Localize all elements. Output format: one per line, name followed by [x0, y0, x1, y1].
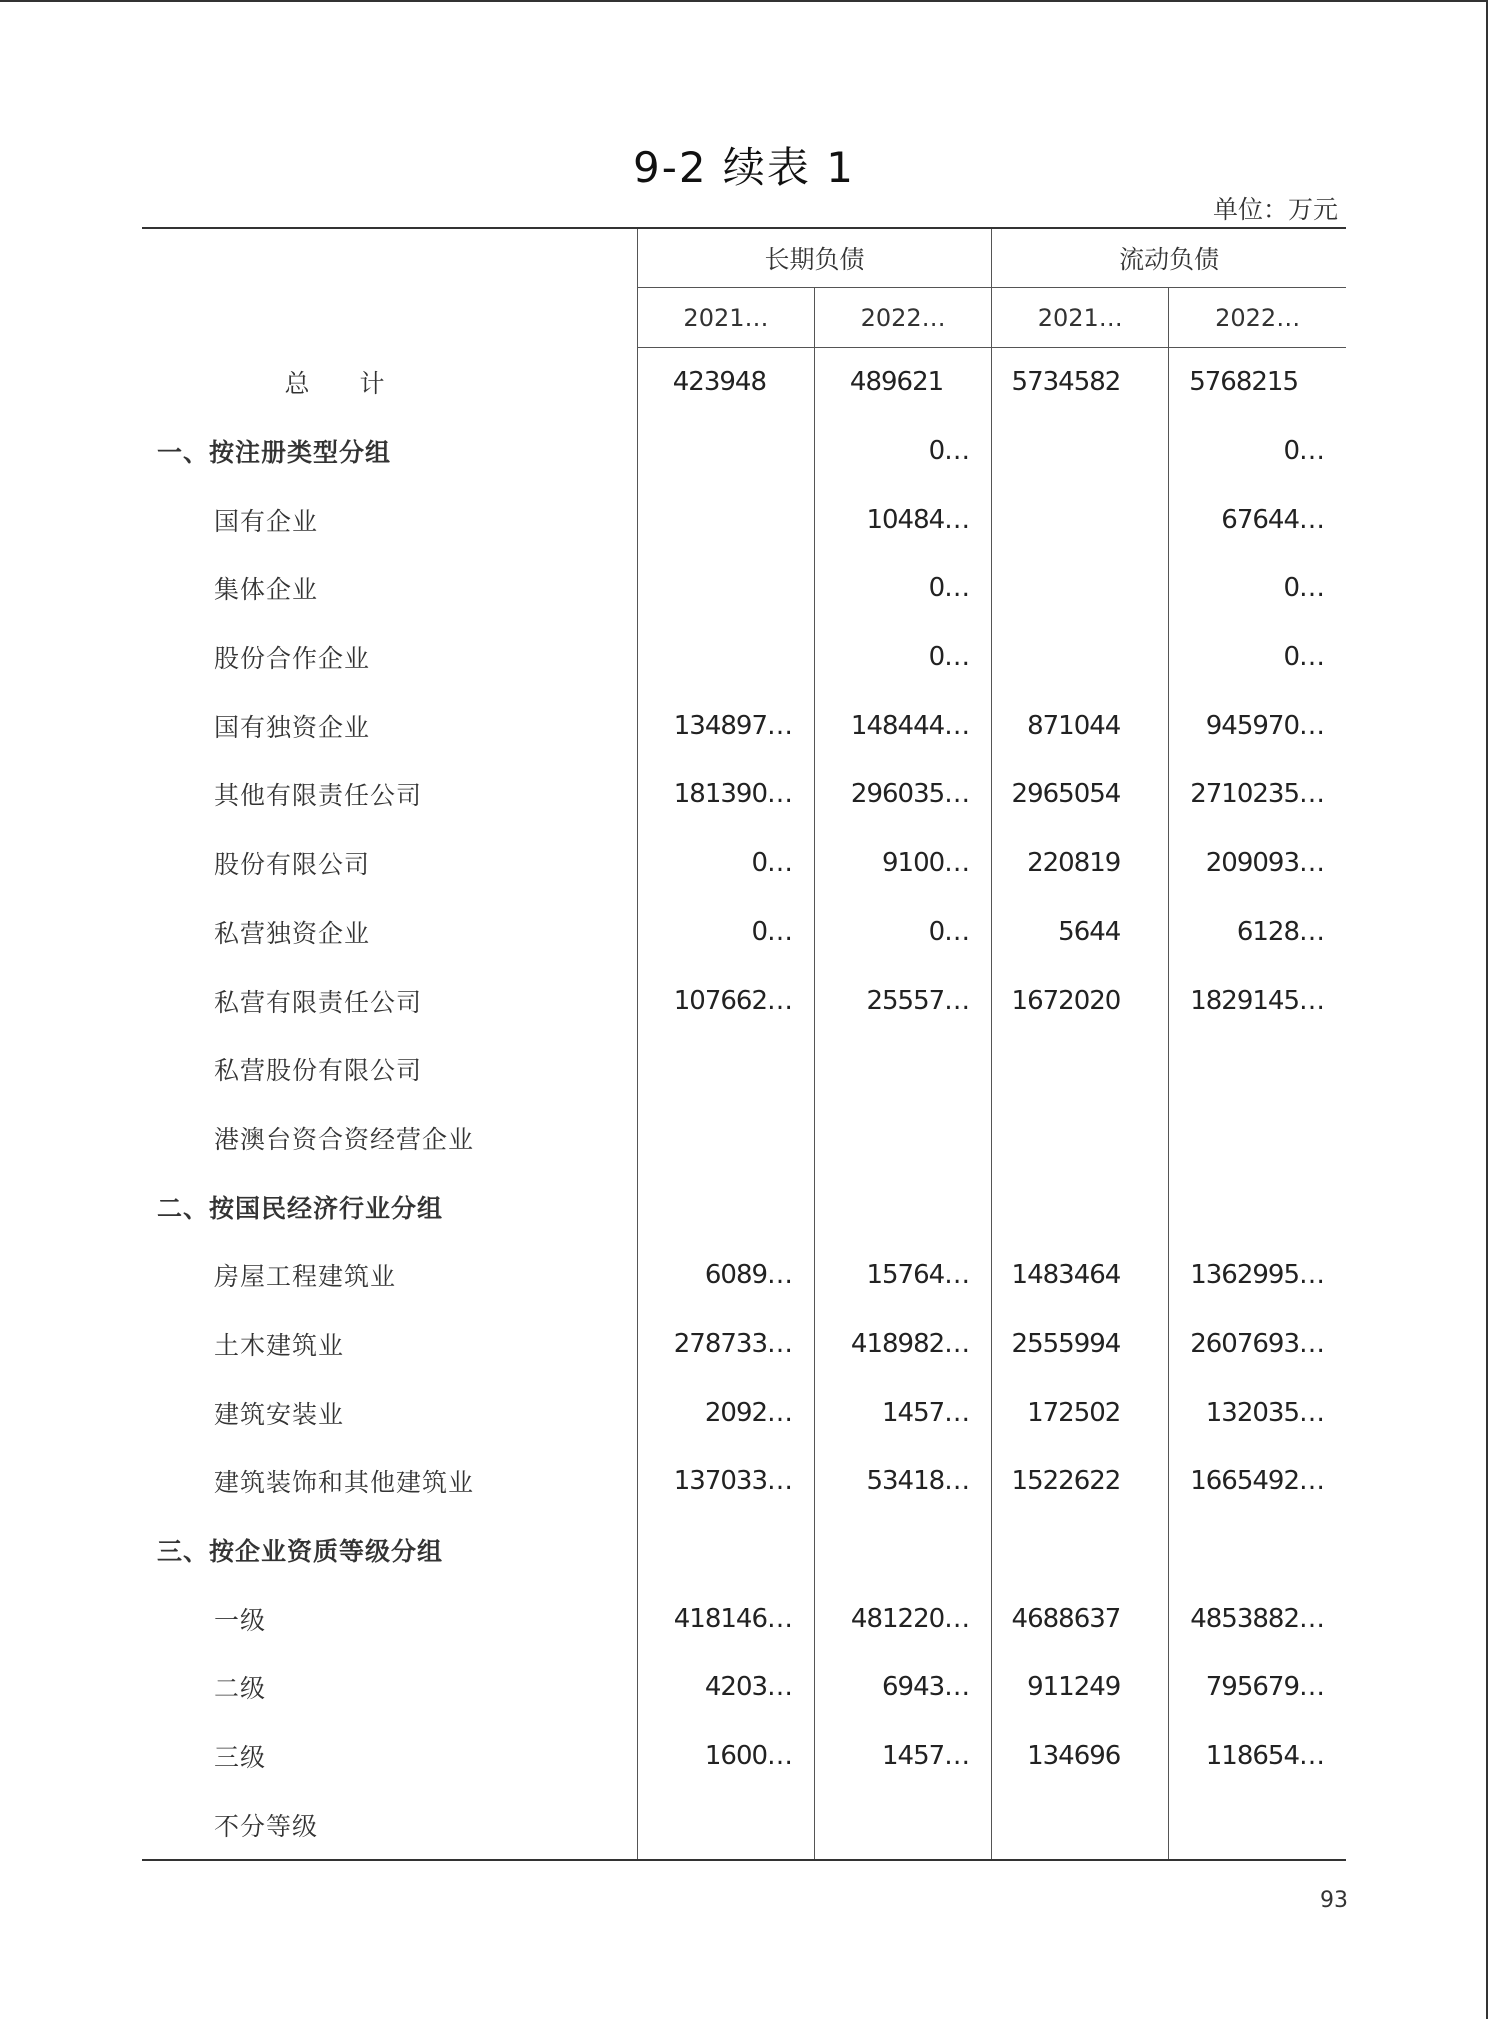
value-cell: 4203…	[637, 1653, 814, 1722]
data-table	[142, 227, 1346, 1861]
row-label: 私营有限责任公司	[214, 987, 423, 1017]
value-cell: 148444…	[815, 691, 992, 760]
section-heading: 一、按注册类型分组	[157, 438, 392, 468]
row-label: 港澳台资合资经营企业	[214, 1124, 475, 1154]
row-label: 股份有限公司	[214, 850, 371, 880]
table-row	[142, 760, 1346, 829]
value-cell: 118654…	[1169, 1722, 1346, 1791]
table-title: 9-2 续表 1	[632, 143, 856, 192]
value-cell: 911249	[992, 1653, 1169, 1722]
value-cell	[815, 1035, 992, 1104]
header-year: 2021…	[992, 288, 1169, 348]
section-heading: 二、按国民经济行业分组	[157, 1193, 444, 1223]
value-cell: 1600…	[637, 1722, 814, 1791]
row-label: 一级	[214, 1605, 267, 1635]
table-row	[142, 1172, 1346, 1241]
value-cell: 0…	[1169, 554, 1346, 623]
value-cell	[992, 1035, 1169, 1104]
value-cell	[992, 1516, 1169, 1585]
table-row	[142, 1104, 1346, 1173]
table-row	[142, 417, 1346, 486]
value-cell	[992, 485, 1169, 554]
value-cell: 945970…	[1169, 691, 1346, 760]
value-cell	[1169, 1035, 1346, 1104]
table-row	[142, 1241, 1346, 1310]
value-cell: 5644	[992, 898, 1169, 967]
value-cell: 418146…	[637, 1584, 814, 1653]
value-cell: 134897…	[637, 691, 814, 760]
header-year: 2022…	[815, 288, 992, 348]
value-cell: 1522622	[992, 1447, 1169, 1516]
value-cell	[637, 485, 814, 554]
table-row	[142, 1378, 1346, 1447]
table-row	[142, 554, 1346, 623]
page-top-border	[0, 0, 1488, 2]
row-label: 三级	[214, 1743, 267, 1773]
table-row	[142, 623, 1346, 692]
value-cell: 15764…	[815, 1241, 992, 1310]
value-cell: 0…	[637, 829, 814, 898]
value-cell	[1169, 1104, 1346, 1173]
header-year: 2022…	[1169, 288, 1346, 348]
header-blank-cell	[142, 228, 637, 348]
value-cell: 481220…	[815, 1584, 992, 1653]
header-current-liabilities: 流动负债	[992, 228, 1346, 288]
value-cell: 9100…	[815, 829, 992, 898]
value-cell: 2092…	[637, 1378, 814, 1447]
value-cell	[637, 1172, 814, 1241]
value-cell: 181390…	[637, 760, 814, 829]
value-cell: 1483464	[992, 1241, 1169, 1310]
value-cell	[992, 1790, 1169, 1860]
row-label: 国有企业	[214, 506, 319, 536]
value-cell	[992, 1172, 1169, 1241]
value-cell: 489621	[815, 348, 992, 417]
value-cell: 0…	[815, 554, 992, 623]
header-row-groups	[142, 228, 1346, 288]
table-row	[142, 691, 1346, 760]
row-label: 私营独资企业	[214, 918, 371, 948]
row-label: 集体企业	[214, 575, 319, 605]
value-cell: 0…	[815, 417, 992, 486]
value-cell	[637, 1035, 814, 1104]
value-cell: 25557…	[815, 966, 992, 1035]
value-cell	[637, 1790, 814, 1860]
value-cell: 1829145…	[1169, 966, 1346, 1035]
value-cell: 137033…	[637, 1447, 814, 1516]
value-cell	[815, 1516, 992, 1585]
value-cell: 107662…	[637, 966, 814, 1035]
value-cell: 1665492…	[1169, 1447, 1346, 1516]
table-body	[142, 348, 1346, 1861]
row-label: 其他有限责任公司	[214, 781, 423, 811]
value-cell: 132035…	[1169, 1378, 1346, 1447]
value-cell	[992, 623, 1169, 692]
value-cell: 2710235…	[1169, 760, 1346, 829]
value-cell: 209093…	[1169, 829, 1346, 898]
header-year: 2021…	[637, 288, 814, 348]
value-cell: 423948	[637, 348, 814, 417]
row-label: 建筑装饰和其他建筑业	[214, 1468, 475, 1498]
value-cell: 1362995…	[1169, 1241, 1346, 1310]
row-label: 国有独资企业	[214, 712, 371, 742]
table-row	[142, 348, 1346, 417]
table-row	[142, 898, 1346, 967]
value-cell: 0…	[815, 623, 992, 692]
value-cell	[815, 1172, 992, 1241]
value-cell: 53418…	[815, 1447, 992, 1516]
value-cell: 0…	[637, 898, 814, 967]
row-label: 股份合作企业	[214, 644, 371, 674]
table-row	[142, 1584, 1346, 1653]
value-cell: 6089…	[637, 1241, 814, 1310]
table-row	[142, 1722, 1346, 1791]
value-cell: 0…	[815, 898, 992, 967]
value-cell: 67644…	[1169, 485, 1346, 554]
value-cell	[637, 417, 814, 486]
value-cell: 418982…	[815, 1310, 992, 1379]
table-row	[142, 1516, 1346, 1585]
row-label: 私营股份有限公司	[214, 1056, 423, 1086]
row-label: 土木建筑业	[214, 1330, 345, 1360]
table-row	[142, 829, 1346, 898]
value-cell	[1169, 1172, 1346, 1241]
row-label: 二级	[214, 1674, 267, 1704]
row-label: 建筑安装业	[214, 1399, 345, 1429]
value-cell	[992, 554, 1169, 623]
value-cell: 296035…	[815, 760, 992, 829]
value-cell: 4688637	[992, 1584, 1169, 1653]
table-row	[142, 1653, 1346, 1722]
table-row	[142, 485, 1346, 554]
row-label: 房屋工程建筑业	[214, 1262, 397, 1292]
value-cell: 172502	[992, 1378, 1169, 1447]
value-cell: 134696	[992, 1722, 1169, 1791]
value-cell	[637, 1104, 814, 1173]
table-row	[142, 1447, 1346, 1516]
value-cell	[815, 1104, 992, 1173]
table-row	[142, 1310, 1346, 1379]
value-cell: 10484…	[815, 485, 992, 554]
table-row	[142, 966, 1346, 1035]
value-cell	[1169, 1516, 1346, 1585]
value-cell	[992, 1104, 1169, 1173]
value-cell	[637, 554, 814, 623]
value-cell: 5768215	[1169, 348, 1346, 417]
value-cell: 795679…	[1169, 1653, 1346, 1722]
value-cell	[1169, 1790, 1346, 1860]
value-cell: 1672020	[992, 966, 1169, 1035]
value-cell: 2555994	[992, 1310, 1169, 1379]
header-long-term-liabilities: 长期负债	[637, 228, 991, 288]
section-heading: 三、按企业资质等级分组	[157, 1537, 444, 1567]
value-cell	[637, 1516, 814, 1585]
value-cell: 871044	[992, 691, 1169, 760]
table-row	[142, 1790, 1346, 1860]
value-cell	[992, 417, 1169, 486]
value-cell: 4853882…	[1169, 1584, 1346, 1653]
page-number: 93	[1320, 1888, 1348, 1913]
value-cell: 2965054	[992, 760, 1169, 829]
table-row	[142, 1035, 1346, 1104]
value-cell: 6128…	[1169, 898, 1346, 967]
value-cell: 1457…	[815, 1378, 992, 1447]
value-cell	[815, 1790, 992, 1860]
row-label: 不分等级	[214, 1811, 319, 1841]
value-cell: 6943…	[815, 1653, 992, 1722]
value-cell: 0…	[1169, 417, 1346, 486]
value-cell: 1457…	[815, 1722, 992, 1791]
unit-label: 单位：万元	[1212, 195, 1338, 224]
value-cell	[637, 623, 814, 692]
value-cell: 278733…	[637, 1310, 814, 1379]
value-cell: 2607693…	[1169, 1310, 1346, 1379]
value-cell: 0…	[1169, 623, 1346, 692]
value-cell: 5734582	[992, 348, 1169, 417]
total-label: 总 计	[284, 369, 385, 399]
value-cell: 220819	[992, 829, 1169, 898]
